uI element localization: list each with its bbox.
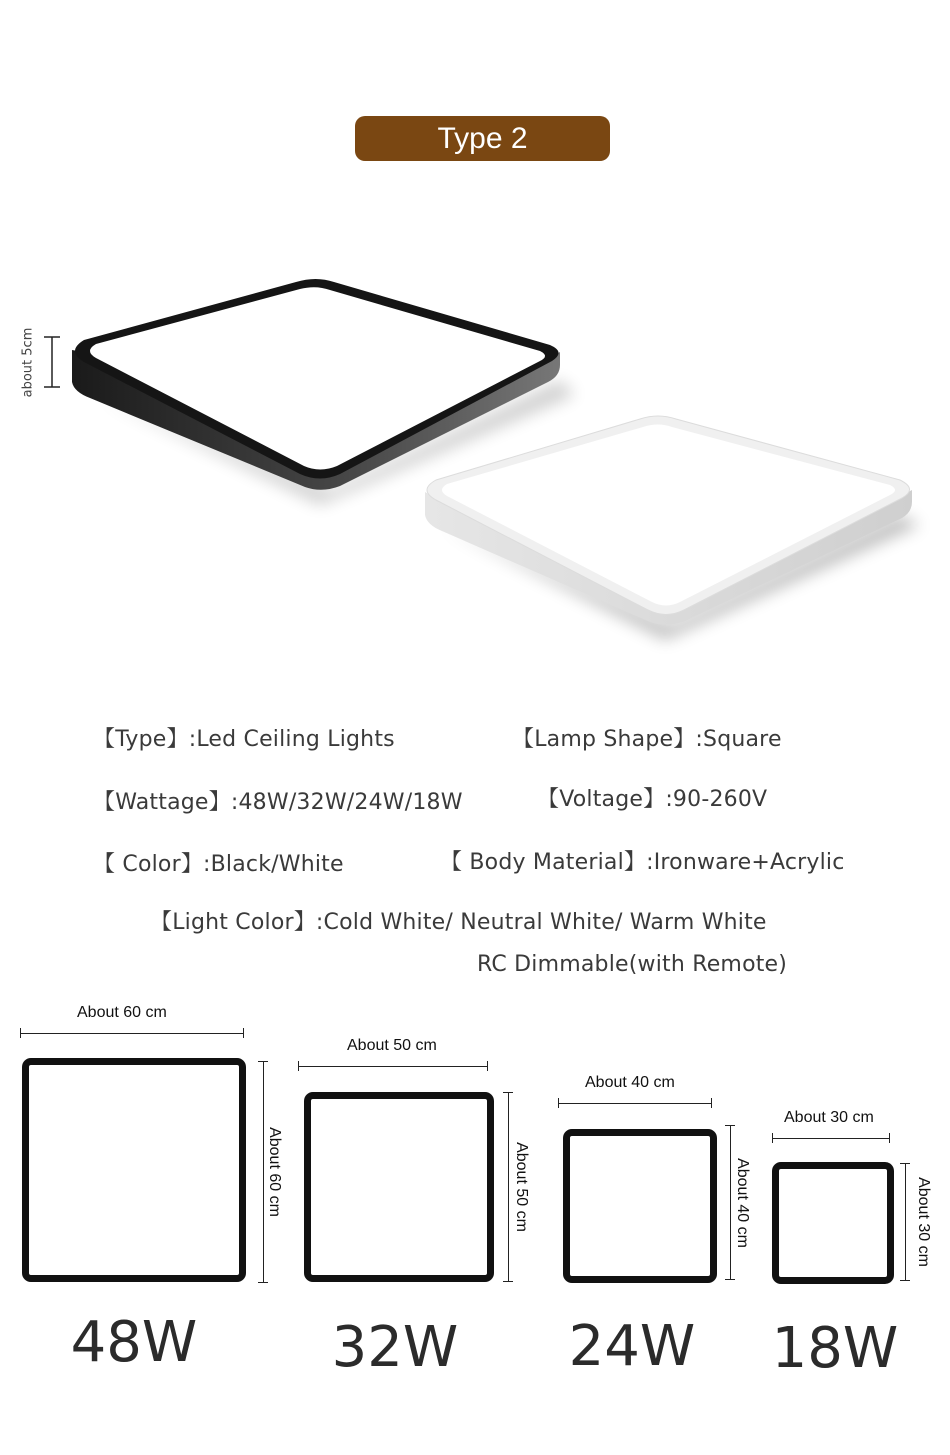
size-outline-48w <box>22 1058 246 1282</box>
spec-voltage: 【Voltage】:90-260V <box>537 787 768 812</box>
watt-label-48w: 48W <box>70 1310 198 1375</box>
width-label-24w: About 40 cm <box>585 1074 675 1091</box>
spec-lamp-shape: 【Lamp Shape】:Square <box>512 727 782 752</box>
height-label-48w: About 60 cm <box>266 1127 284 1217</box>
spec-type: 【Type】:Led Ceiling Lights <box>93 727 395 752</box>
width-dimension-24w <box>558 1103 712 1104</box>
height-label-32w: About 50 cm <box>513 1142 531 1232</box>
height-label: about 5cm <box>20 327 36 397</box>
watt-label-24w: 24W <box>568 1314 696 1379</box>
spec-rc-dimmable: RC Dimmable(with Remote) <box>477 952 788 977</box>
height-label-24w: About 40 cm <box>734 1157 752 1248</box>
spec-color: 【 Color】:Black/White <box>93 852 344 877</box>
width-dimension-32w <box>298 1066 488 1067</box>
spec-body-material: 【 Body Material】:Ironware+Acrylic <box>440 850 845 875</box>
spec-wattage: 【Wattage】:48W/32W/24W/18W <box>93 790 463 815</box>
spec-light-color: 【Light Color】:Cold White/ Neutral White/ Warm White <box>150 910 767 935</box>
height-dimension-18w <box>905 1163 906 1281</box>
width-dimension-48w <box>20 1033 244 1034</box>
width-label-32w: About 50 cm <box>347 1037 437 1054</box>
watt-label-18w: 18W <box>771 1316 899 1381</box>
width-dimension-18w <box>772 1138 890 1139</box>
watt-label-32w: 32W <box>331 1315 459 1380</box>
type-badge <box>355 116 610 161</box>
width-label-18w: About 30 cm <box>784 1109 874 1126</box>
size-outline-18w <box>772 1162 894 1284</box>
size-outline-24w <box>563 1129 717 1283</box>
size-outline-32w <box>304 1092 494 1282</box>
type-badge-label: Type 2 <box>437 121 528 155</box>
product-photo <box>0 260 950 660</box>
height-label-18w: About 30 cm <box>915 1177 933 1267</box>
width-label-48w: About 60 cm <box>77 1004 167 1021</box>
